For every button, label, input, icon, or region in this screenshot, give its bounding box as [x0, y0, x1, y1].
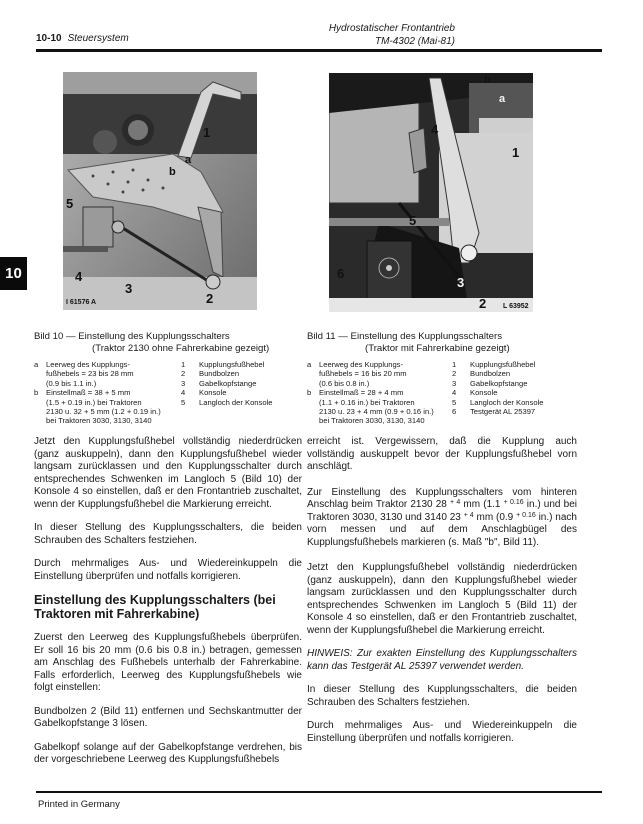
- page-header-left: [36, 33, 129, 44]
- paragraph: Zur Einstellung des Kupplungsschalters vom hinteren Anschlag beim Traktor 2130 28 $^{+ 4}$ mm (1.1 $^{+ 0.16}$ in.) und bei Traktoren 3030, 3130 und 3140 23 $^{+ 4}$ mm (0.9 $^{+ 0.16}$ in.) nach vorn messen und auf dem Anschlagbügel des Kupplungsfußhebels markieren (s. Maß "b", Bild 11).: [307, 486, 577, 548]
- caption-subtitle: (Traktor 2130 ohne Fahrerkabine gezeigt): [92, 343, 270, 354]
- section-tab: [0, 257, 27, 290]
- legend-item: fußhebels = 23 bis 28 mm: [46, 369, 134, 379]
- callout-b: b: [169, 166, 176, 178]
- callout-3: 3: [457, 275, 465, 290]
- clutch-pedal-illustration: [63, 72, 257, 310]
- paragraph: Bundbolzen 2 (Bild 11) entfernen und Sechskantmutter der Gabelkopfstange 3 lösen.: [34, 705, 302, 729]
- note: HINWEIS: Zur exakten Einstellung des Kupplungsschalters kann das Testgerät AL 25397 verwendet werden.: [307, 648, 577, 672]
- legend-item: b Einstellmaß = 38 + 5 mm: [34, 388, 131, 398]
- paragraph: Durch mehrmaliges Aus- und Wiedereinkuppeln die Einstellung überprüfen und notfalls korrigieren.: [34, 558, 302, 582]
- page-header-right: [329, 22, 455, 48]
- paragraph: In dieser Stellung des Kupplungsschalters, die beiden Schrauben des Schalters festziehen.: [307, 684, 577, 708]
- callout-a: a: [185, 154, 192, 166]
- callout-6: 6: [337, 266, 345, 281]
- legend-item: 1 Kupplungsfußhebel: [452, 360, 536, 369]
- caption-title: Bild 11 — Einstellung des Kupplungsschalters: [307, 331, 503, 342]
- footer-rule: [36, 791, 602, 793]
- left-column: [34, 436, 302, 767]
- clutch-switch-cab-illustration: [329, 73, 533, 312]
- callout-1: 1: [203, 125, 211, 140]
- callout-4: 4: [75, 269, 83, 284]
- legend-item: 3 Gabelkopfstange: [181, 378, 257, 388]
- callout-2: 2: [479, 296, 487, 311]
- callout-4: 4: [431, 122, 439, 137]
- figure-11-caption: [307, 331, 607, 355]
- legend-item: 2 Bundbolzen: [452, 369, 511, 379]
- paragraph: erreicht ist. Vergewissern, daß die Kupplung auch vollständig auskuppelt bevor der Kupplungsfußhebel vorn anschlägt.: [307, 436, 577, 472]
- paragraph: Durch mehrmaliges Aus- und Wiedereinkuppeln die Einstellung überprüfen und notfalls korrigieren.: [307, 720, 577, 744]
- legend-item: 6 Testgerät AL 25397: [452, 407, 536, 417]
- legend-item: 5 Langloch der Konsole: [452, 397, 544, 407]
- figure-11-legend: [307, 360, 607, 430]
- legend-dimensions: [34, 360, 161, 426]
- legend-item: 5 Langloch der Konsole: [181, 397, 273, 407]
- photo-code: I 61576 A: [66, 299, 97, 306]
- legend-item: b Einstellmaß = 28 + 4 mm: [307, 388, 404, 398]
- paragraph: Gabelkopf solange auf der Gabelkopfstange verdrehen, bis der vorgeschriebene Leerweg des Kupplungsfußhebels: [34, 741, 302, 765]
- legend-item: 2 Bundbolzen: [181, 369, 240, 379]
- legend-parts: [181, 360, 272, 407]
- legend-item: (0.6 bis 0.8 in.): [319, 378, 370, 388]
- callout-2: 2: [206, 291, 214, 306]
- section-tab-label: 10: [5, 265, 22, 282]
- figure-10-legend: [34, 360, 314, 430]
- manual-id: TM-4302 (Mai-81): [374, 36, 455, 47]
- callout-3: 3: [125, 281, 133, 296]
- figure-11-photo: [329, 73, 533, 312]
- header-rule: [36, 49, 602, 52]
- section-title: Steuersystem: [67, 33, 129, 44]
- legend-item: bei Traktoren 3030, 3130, 3140: [319, 416, 425, 426]
- legend-item: (1.1 + 0.16 in.) bei Traktoren: [319, 397, 415, 407]
- paragraph: Zuerst den Leerweg des Kupplungsfußhebels überprüfen. Er soll 16 bis 20 mm (0.6 bis 0.8 in.) betragen, gemessen am Anschlag des Fußhebels unterhalb der Fahrerkabine. Falls erforderlich, Leerweg des Kupplungsfußhebels wie folgt einstellen:: [34, 632, 302, 693]
- legend-item: 2130 u. 32 + 5 mm (1.2 + 0.19 in.): [46, 407, 161, 417]
- legend-item: 1 Kupplungsfußhebel: [181, 360, 265, 369]
- paragraph: In dieser Stellung des Kupplungsschalters, die beiden Schrauben des Schalters festziehen.: [34, 522, 302, 546]
- legend-parts: [452, 360, 543, 416]
- legend-item: bei Traktoren 3030, 3130, 3140: [46, 416, 152, 426]
- legend-item: (1.5 + 0.19 in.) bei Traktoren: [46, 397, 142, 407]
- footer-text: Printed in Germany: [38, 799, 120, 810]
- legend-item: 4 Konsole: [452, 388, 498, 398]
- legend-item: 4 Konsole: [181, 388, 227, 398]
- manual-title: Hydrostatischer Frontantrieb: [328, 23, 455, 34]
- section-heading: Einstellung des Kupplungsschalters (bei Traktoren mit Fahrerkabine): [34, 593, 276, 621]
- legend-item: a Leerweg des Kupplungs-: [34, 360, 131, 369]
- caption-subtitle: (Traktor mit Fahrerkabine gezeigt): [365, 343, 510, 354]
- legend-item: 3 Gabelkopfstange: [452, 378, 528, 388]
- callout-b: b: [484, 74, 491, 86]
- paragraph: Jetzt den Kupplungsfußhebel vollständig niederdrücken (ganz auskuppeln), dann den Kupplungsfußhebel wieder langsam zurücklassen und den Kupplungsschalter durch entsprechendes Schwenken im Langloch 5 (Bild 11) der Konsole 4 so einstellen, daß er den Frontantrieb zuschaltet, wenn der Kupplungsfußhebel die Markierung erreicht.: [307, 562, 577, 636]
- page-number: 10-10: [36, 33, 62, 44]
- caption-title: Bild 10 — Einstellung des Kupplungsschalters: [34, 331, 230, 342]
- callout-5: 5: [409, 213, 417, 228]
- legend-item: (0.9 bis 1.1 in.): [46, 378, 97, 388]
- photo-code: L 63952: [503, 303, 529, 310]
- figure-10-photo: [63, 72, 257, 310]
- legend-item: 2130 u. 23 + 4 mm (0.9 + 0.16 in.): [319, 407, 434, 417]
- callout-5: 5: [66, 196, 74, 211]
- legend-item: a Leerweg des Kupplungs-: [307, 360, 404, 369]
- callout-a: a: [499, 93, 506, 105]
- right-column: [307, 436, 577, 745]
- figure-10-caption: [34, 331, 314, 355]
- legend-dimensions: [307, 360, 434, 426]
- legend-item: fußhebels = 16 bis 20 mm: [319, 369, 407, 379]
- callout-1: 1: [512, 145, 520, 160]
- paragraph: Jetzt den Kupplungsfußhebel vollständig niederdrücken (ganz auskuppeln), dann den Kupplungsfußhebel wieder langsam zurücklassen und den Kupplungsschalter durch entsprechendes Schwenken im Langloch 5 (Bild 10) der Konsole 4 so einstellen, daß er den Frontantrieb zuschaltet, wenn der Kupplungsfußhebel die Markierung erreicht.: [34, 436, 302, 510]
